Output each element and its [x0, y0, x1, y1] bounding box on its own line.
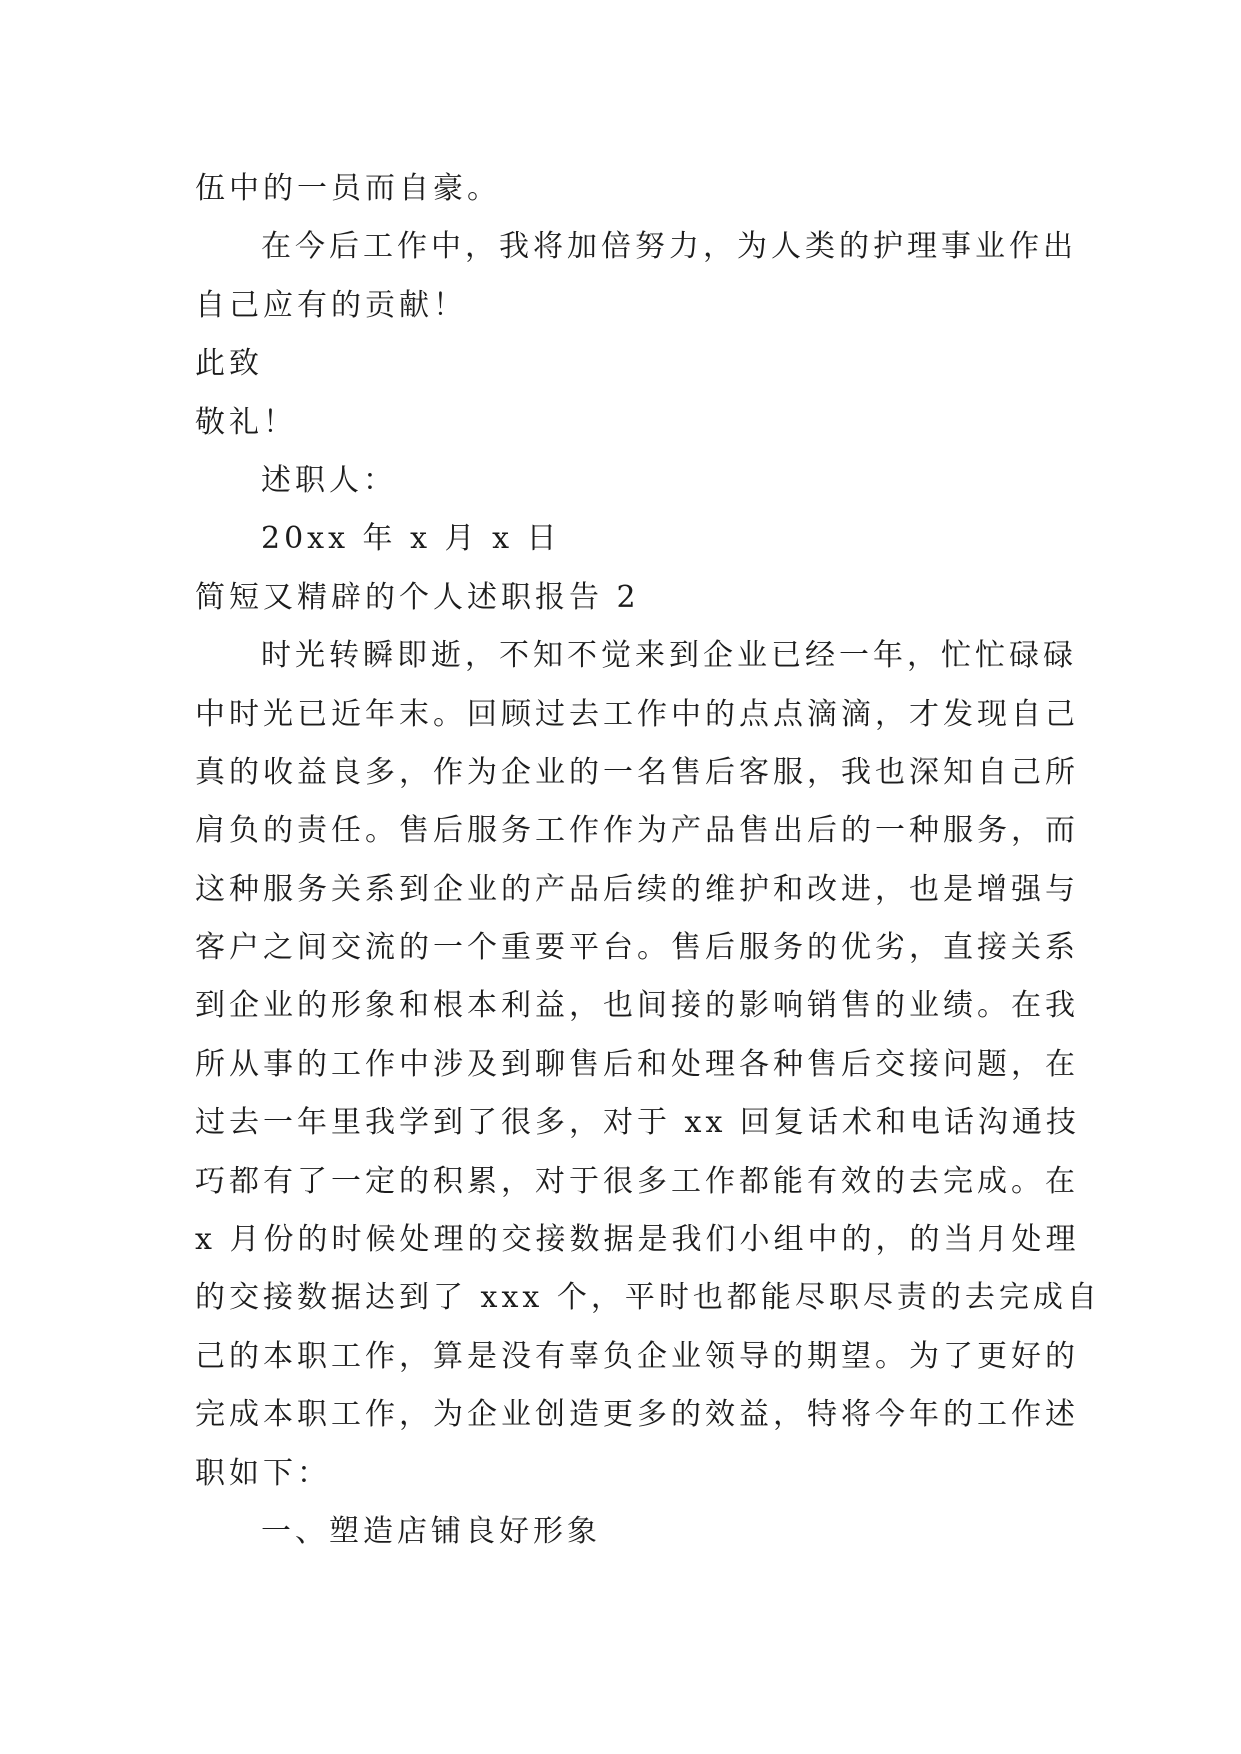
text-line: 己的本职工作，算是没有辜负企业领导的期望。为了更好的 [195, 1338, 1079, 1374]
text-line: 所从事的工作中涉及到聊售后和处理各种售后交接问题，在 [195, 1046, 1079, 1082]
text-line: 中时光已近年末。回顾过去工作中的点点滴滴，才发现自己 [195, 696, 1079, 732]
text-line: 肩负的责任。售后服务工作作为产品售出后的一种服务，而 [195, 813, 1079, 849]
closing-salutation: 此致 [195, 346, 263, 382]
paragraph-first-line: 时光转瞬即逝，不知不觉来到企业已经一年，忙忙碌碌 [261, 638, 1077, 674]
text-line: 这种服务关系到企业的产品后续的维护和改进，也是增强与 [195, 871, 1079, 907]
closing-regards: 敬礼！ [195, 404, 297, 440]
text-line: 客户之间交流的一个重要平台。售后服务的优劣，直接关系 [195, 930, 1079, 966]
paragraph-first-line: 在今后工作中，我将加倍努力，为人类的护理事业作出 [261, 229, 1077, 265]
text-line: 自己应有的贡献！ [195, 287, 467, 323]
text-line: 职如下： [195, 1455, 331, 1491]
signature-label: 述职人： [261, 462, 397, 498]
signature-date: 20xx 年 x 月 x 日 [261, 521, 561, 557]
text-line: 完成本职工作，为企业创造更多的效益，特将今年的工作述 [195, 1397, 1079, 1433]
text-line: 到企业的形象和根本利益，也间接的影响销售的业绩。在我 [195, 988, 1079, 1024]
section-heading: 简短又精辟的个人述职报告 2 [195, 579, 640, 615]
text-line: 巧都有了一定的积累，对于很多工作都能有效的去完成。在 [195, 1163, 1079, 1199]
text-line: x 月份的时候处理的交接数据是我们小组中的，的当月处理 [195, 1222, 1080, 1258]
text-line: 真的收益良多，作为企业的一名售后客服，我也深知自己所 [195, 754, 1079, 790]
text-line: 伍中的一员而自豪。 [195, 171, 501, 206]
document-body [195, 160, 1101, 1561]
text-line: 的交接数据达到了 xxx 个，平时也都能尽职尽责的去完成自 [195, 1280, 1101, 1316]
subsection-heading: 一、塑造店铺良好形象 [261, 1513, 601, 1549]
text-line: 过去一年里我学到了很多，对于 xx 回复话术和电话沟通技 [195, 1105, 1080, 1141]
